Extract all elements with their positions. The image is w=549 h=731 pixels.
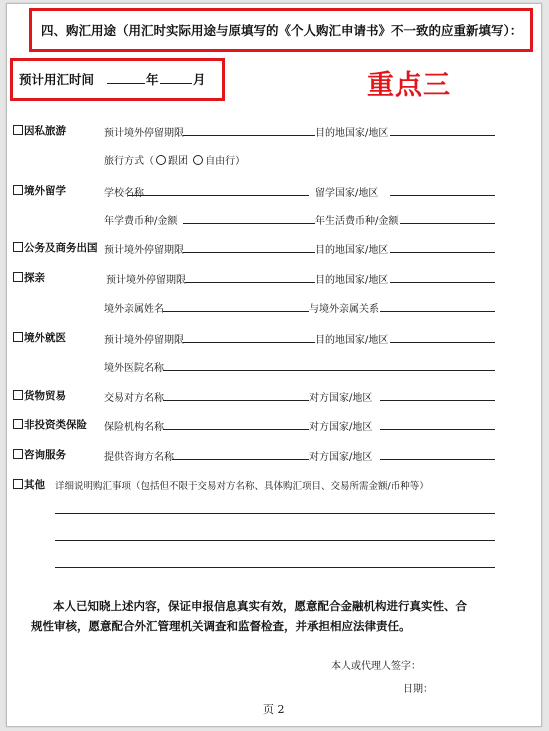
checkbox-other[interactable] (13, 477, 45, 492)
private-travel-dest-field[interactable] (390, 135, 495, 136)
family-dest-label: 目的地国家/地区 (315, 275, 389, 286)
category-study-abroad: 境外留学 (24, 185, 66, 197)
radio-self-guided[interactable] (193, 155, 203, 165)
travel-mode-self-label: 自由行） (205, 156, 246, 167)
medical-dest-field[interactable] (390, 342, 495, 343)
date-label: 日期： (403, 684, 433, 695)
hospital-field[interactable] (163, 370, 495, 371)
private-travel-dest-label: 目的地国家/地区 (315, 128, 389, 139)
tuition-label: 年学费币种/金额 (104, 216, 178, 227)
relation-field[interactable] (380, 311, 495, 312)
month-field[interactable] (160, 83, 192, 84)
checkbox-icon (13, 125, 23, 135)
family-stay-field[interactable] (185, 282, 315, 283)
medical-stay-label: 预计境外停留期限 (104, 335, 184, 346)
business-dest-field[interactable] (390, 252, 495, 253)
private-travel-stay-label: 预计境外停留期限 (104, 128, 184, 139)
business-stay-label: 预计境外停留期限 (104, 245, 184, 256)
category-private-travel: 因私旅游 (24, 125, 66, 137)
category-family-visit: 探亲 (24, 272, 45, 284)
checkbox-icon (13, 185, 23, 195)
checkbox-private-travel[interactable] (13, 123, 66, 138)
relative-name-label: 境外亲属姓名 (104, 304, 164, 315)
category-insurance: 非投资类保险 (24, 419, 87, 431)
declaration-line-2: 规性审核，愿意配合外汇管理机关调查和监督检查，并承担相应法律责任。 (31, 619, 411, 633)
checkbox-goods-trade[interactable] (13, 388, 66, 403)
category-other: 其他 (24, 479, 45, 491)
business-dest-label: 目的地国家/地区 (315, 245, 389, 256)
insurer-label: 保险机构名称 (104, 422, 164, 433)
family-stay-label: 预计境外停留期限 (106, 275, 186, 286)
consulting-country-field[interactable] (380, 459, 495, 460)
category-medical: 境外就医 (24, 332, 66, 344)
signature-label: 本人或代理人签字： (331, 661, 421, 672)
trade-country-field[interactable] (380, 400, 495, 401)
checkbox-medical[interactable] (13, 330, 66, 345)
hospital-label: 境外医院名称 (104, 363, 164, 374)
checkbox-consulting[interactable] (13, 447, 66, 462)
medical-stay-field[interactable] (183, 342, 315, 343)
living-cost-field[interactable] (400, 223, 495, 224)
consulting-provider-label: 提供咨询方名称 (104, 452, 174, 463)
family-dest-field[interactable] (390, 282, 495, 283)
study-country-label: 留学国家/地区 (315, 188, 379, 199)
travel-mode-row (104, 152, 245, 167)
other-detail-label: 详细说明购汇事项（包括但不限于交易对方名称、具体购汇项目、交易所需金额/币种等） (55, 481, 429, 492)
checkbox-icon (13, 419, 23, 429)
category-goods-trade: 货物贸易 (24, 390, 66, 402)
checkbox-icon (13, 332, 23, 342)
consulting-country-label: 对方国家/地区 (309, 452, 373, 463)
checkbox-icon (13, 390, 23, 400)
other-detail-line-2[interactable] (55, 540, 495, 541)
living-cost-label: 年生活费币种/金额 (315, 216, 399, 227)
category-consulting: 咨询服务 (24, 449, 66, 461)
trade-counterparty-label: 交易对方名称 (104, 393, 164, 404)
page-number: 页 2 (263, 703, 285, 716)
private-travel-stay-field[interactable] (183, 135, 315, 136)
tuition-field[interactable] (183, 223, 315, 224)
consulting-provider-field[interactable] (172, 459, 309, 460)
year-field[interactable] (107, 83, 145, 84)
school-name-field[interactable] (128, 195, 309, 196)
radio-group-tour[interactable] (156, 155, 166, 165)
checkbox-icon (13, 272, 23, 282)
study-country-field[interactable] (390, 195, 495, 196)
checkbox-official-business[interactable] (13, 240, 98, 255)
trade-country-label: 对方国家/地区 (309, 393, 373, 404)
business-stay-field[interactable] (183, 252, 315, 253)
checkbox-family-visit[interactable] (13, 270, 45, 285)
checkbox-icon (13, 449, 23, 459)
checkbox-icon (13, 479, 23, 489)
school-name-label: 学校名称 (104, 188, 144, 199)
trade-counterparty-field[interactable] (163, 400, 309, 401)
highlight-note: 重点三 (367, 70, 451, 101)
section-title: 四、购汇用途（用汇时实际用途与原填写的《个人购汇申请书》不一致的应重新填写）： (41, 23, 523, 38)
other-detail-line-3[interactable] (55, 567, 495, 568)
other-detail-line-1[interactable] (55, 513, 495, 514)
purchase-time-label: 预计用汇时间 (19, 72, 95, 87)
declaration-line-1: 本人已知晓上述内容，保证申报信息真实有效，愿意配合金融机构进行真实性、合 (53, 599, 467, 613)
checkbox-insurance[interactable] (13, 417, 87, 432)
relation-label: 与境外亲属关系 (309, 304, 379, 315)
year-char: 年 (146, 72, 159, 87)
insurance-country-label: 对方国家/地区 (309, 422, 373, 433)
travel-mode-label: 旅行方式（ (104, 156, 154, 167)
insurer-field[interactable] (163, 429, 309, 430)
relative-name-field[interactable] (163, 311, 309, 312)
medical-dest-label: 目的地国家/地区 (315, 335, 389, 346)
insurance-country-field[interactable] (380, 429, 495, 430)
form-page (6, 3, 542, 727)
travel-mode-group-label: 跟团 (168, 156, 188, 167)
category-official-business: 公务及商务出国 (24, 242, 98, 254)
month-char: 月 (193, 72, 206, 87)
checkbox-study-abroad[interactable] (13, 183, 66, 198)
checkbox-icon (13, 242, 23, 252)
